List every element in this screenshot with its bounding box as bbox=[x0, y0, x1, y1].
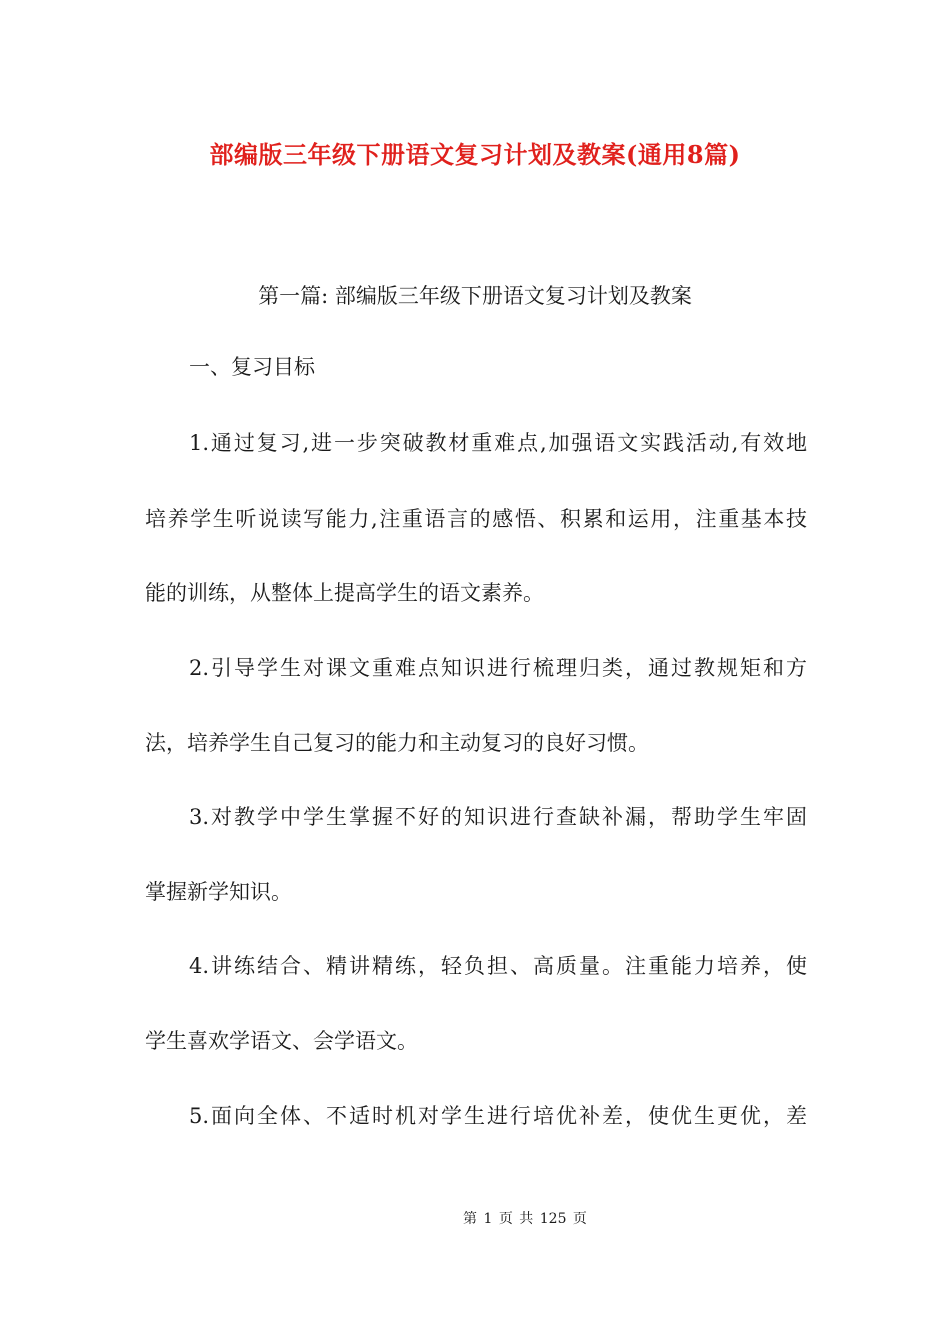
paragraph-line: 3.对教学中学生掌握不好的知识进行查缺补漏，帮助学生牢固 bbox=[189, 805, 807, 829]
paragraph-line: 能的训练，从整体上提高学生的语文素养。 bbox=[145, 581, 544, 605]
paragraph-line: 培养学生听说读写能力,注重语言的感悟、积累和运用，注重基本技 bbox=[145, 507, 807, 531]
section-heading: 第一篇: 部编版三年级下册语文复习计划及教案 bbox=[258, 284, 692, 308]
paragraph-line: 法，培养学生自己复习的能力和主动复习的良好习惯。 bbox=[145, 731, 649, 755]
paragraph-line: 掌握新学知识。 bbox=[145, 880, 292, 904]
paragraph-line: 4.讲练结合、精讲精练，轻负担、高质量。注重能力培养，使 bbox=[189, 954, 807, 978]
paragraph-line: 学生喜欢学语文、会学语文。 bbox=[145, 1029, 418, 1053]
document-title: 部编版三年级下册语文复习计划及教案(通用8篇) bbox=[209, 140, 741, 169]
page-number: 第 1 页 共 125 页 bbox=[463, 1211, 587, 1227]
subheading: 一、复习目标 bbox=[189, 355, 315, 379]
paragraph-line: 2.引导学生对课文重难点知识进行梳理归类，通过教规矩和方 bbox=[189, 656, 807, 680]
paragraph-line: 1.通过复习,进一步突破教材重难点,加强语文实践活动,有效地 bbox=[189, 431, 807, 455]
paragraph-line: 5.面向全体、不适时机对学生进行培优补差，使优生更优，差 bbox=[189, 1104, 807, 1128]
